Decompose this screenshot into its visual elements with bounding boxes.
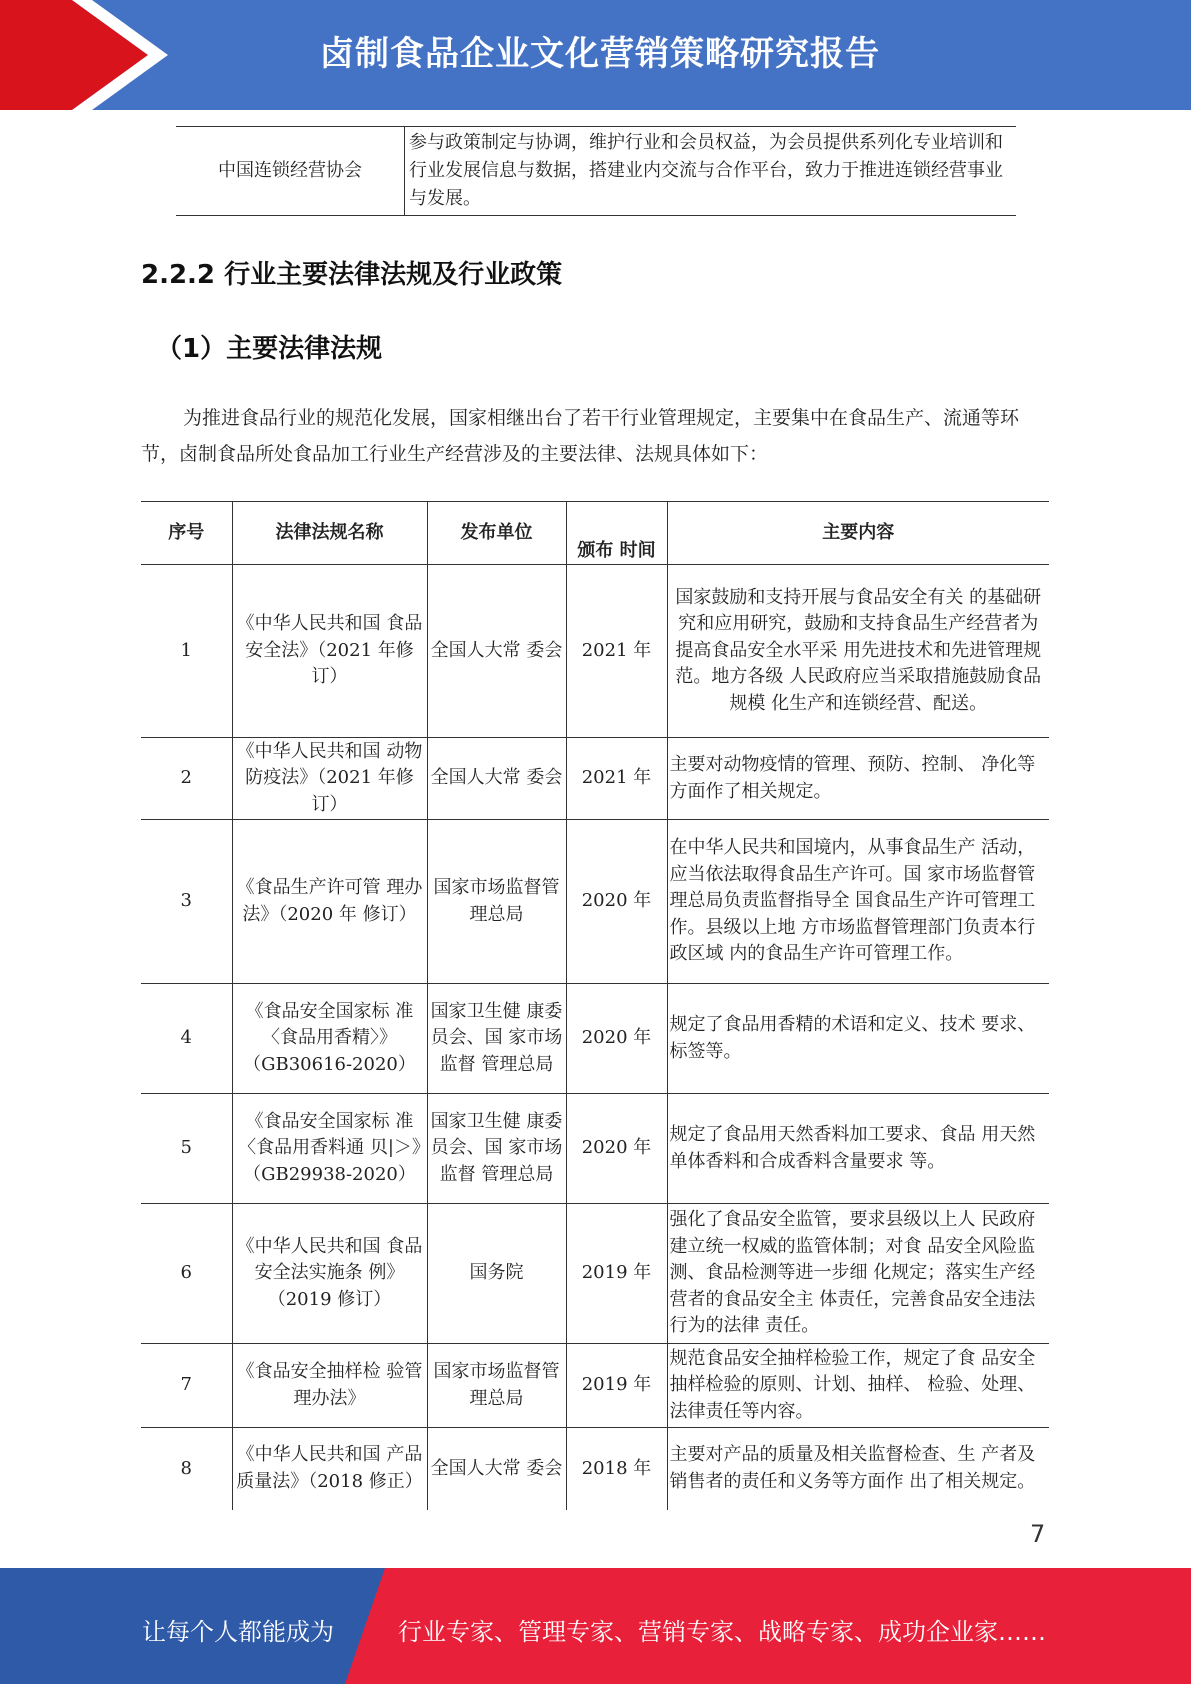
header-date: 颁布 时间 <box>566 502 667 565</box>
table-row <box>141 565 1049 738</box>
row-year: 2020 年 <box>566 1094 667 1204</box>
row-no: 2 <box>141 738 232 820</box>
row-year: 2019 年 <box>566 1344 667 1428</box>
header-unit: 发布单位 <box>427 502 566 565</box>
row-year: 2020 年 <box>566 984 667 1094</box>
document-title: 卤制食品企业文化营销策略研究报告 <box>320 34 880 74</box>
row-unit: 全国人大常 委会 <box>427 1428 566 1510</box>
row-unit: 国家卫生健 康委员会、国 家市场监督 管理总局 <box>427 984 566 1094</box>
table-row <box>141 820 1049 984</box>
row-year: 2021 年 <box>566 738 667 820</box>
header-name: 法律法规名称 <box>232 502 427 565</box>
row-law-name: 《中华人民共和国 动物防疫法》（2021 年修订） <box>232 738 427 820</box>
table-row <box>141 984 1049 1094</box>
laws-table <box>141 501 1049 1510</box>
header-content: 主要内容 <box>667 502 1049 565</box>
row-no: 4 <box>141 984 232 1094</box>
row-content: 主要对产品的质量及相关监督检查、生 产者及销售者的责任和义务等方面作 出了相关规定。 <box>669 1444 1036 1492</box>
row-content: 强化了食品安全监管，要求县级以上人 民政府建立统一权威的监管体制；对食 品安全风险监测、食品检测等进一步细 化规定；落实生产经营者的食品安全主 体责任，完善食品安全违法行为的法律 责任。 <box>667 1204 1049 1344</box>
page-header <box>0 0 1191 110</box>
row-no: 6 <box>141 1204 232 1344</box>
association-name: 中国连锁经营协会 <box>176 127 405 216</box>
row-law-name: 《食品安全抽样检 验管理办法》 <box>232 1344 427 1428</box>
association-description: 参与政策制定与协调，维护行业和会员权益，为会员提供系列化专业培训和行业发展信息与数据，搭建业内交流与合作平台，致力于推进连锁经营事业与发展。 <box>405 127 1017 216</box>
row-unit: 全国人大常 委会 <box>427 738 566 820</box>
association-table <box>176 126 1016 216</box>
intro-paragraph: 为推进食品行业的规范化发展，国家相继出台了若干行业管理规定，主要集中在食品生产、流通等环节，卤制食品所处食品加工行业生产经营涉及的主要法律、法规具体如下： <box>141 407 1020 465</box>
row-year: 2021 年 <box>566 565 667 738</box>
table-row <box>141 1204 1049 1344</box>
row-content: 规定了食品用天然香料加工要求、食品 用天然单体香料和合成香料含量要求 等。 <box>667 1094 1049 1204</box>
row-no: 3 <box>141 820 232 984</box>
row-law-name: 《中华人民共和国 食品安全法》（2021 年修订） <box>232 565 427 738</box>
header-no: 序号 <box>141 502 232 565</box>
page-number: 7 <box>1030 1520 1046 1548</box>
row-no: 1 <box>141 565 232 738</box>
row-unit: 国家市场监督管理总局 <box>427 820 566 984</box>
row-unit: 国务院 <box>427 1204 566 1344</box>
row-content: 规定了食品用香精的术语和定义、技术 要求、标签等。 <box>667 984 1049 1094</box>
footer-slogan-left: 让每个人都能成为 <box>142 1618 334 1646</box>
section-heading: 2.2.2 行业主要法律法规及行业政策 <box>141 260 563 290</box>
row-content: 国家鼓励和支持开展与食品安全有关 的基础研究和应用研究，鼓励和支持食品生产经营者为提高食品安全水平采 用先进技术和先进管理规范。地方各级 人民政府应当采取措施鼓励食品规模 化生产和连锁经营、配送。 <box>667 565 1049 738</box>
table-row <box>141 1428 1049 1510</box>
row-law-name: 《食品安全国家标 准〈食品用香精〉》（GB30616-2020） <box>232 984 427 1094</box>
row-unit: 全国人大常 委会 <box>427 565 566 738</box>
row-law-name: 《中华人民共和国 食品安全法实施条 例》（2019 修订） <box>232 1204 427 1344</box>
table-row <box>141 738 1049 820</box>
table-row <box>141 1344 1049 1428</box>
row-year: 2020 年 <box>566 820 667 984</box>
row-content: 在中华人民共和国境内，从事食品生产 活动，应当依法取得食品生产许可。国 家市场监督管理总局负责监督指导全 国食品生产许可管理工作。县级以上地 方市场监督管理部门负责本行政区域 内的食品生产许可管理工作。 <box>667 820 1049 984</box>
row-law-name: 《食品安全国家标 准〈食品用香料通 贝|＞》（GB29938-2020） <box>232 1094 427 1204</box>
footer-slogan-right: 行业专家、管理专家、营销专家、战略专家、成功企业家…… <box>398 1618 1046 1646</box>
row-year: 2018 年 <box>566 1428 667 1510</box>
row-unit: 国家卫生健 康委员会、国 家市场监督 管理总局 <box>427 1094 566 1204</box>
row-law-name: 《食品生产许可管 理办法》（2020 年 修订） <box>232 820 427 984</box>
row-no: 7 <box>141 1344 232 1428</box>
row-content: 主要对动物疫情的管理、预防、控制、 净化等方面作了相关规定。 <box>667 738 1049 820</box>
row-no: 5 <box>141 1094 232 1204</box>
table-header-row <box>141 502 1049 565</box>
subsection-heading: （1）主要法律法规 <box>156 334 383 364</box>
row-unit: 国家市场监督管理总局 <box>427 1344 566 1428</box>
row-no: 8 <box>141 1428 232 1510</box>
row-content: 规范食品安全抽样检验工作，规定了食 品安全抽样检验的原则、计划、抽样、 检验、处理、法律责任等内容。 <box>667 1344 1049 1428</box>
row-year: 2019 年 <box>566 1204 667 1344</box>
table-row <box>176 127 1016 216</box>
row-law-name: 《中华人民共和国 产品质量法》（2018 修正） <box>232 1428 427 1510</box>
table-row <box>141 1094 1049 1204</box>
